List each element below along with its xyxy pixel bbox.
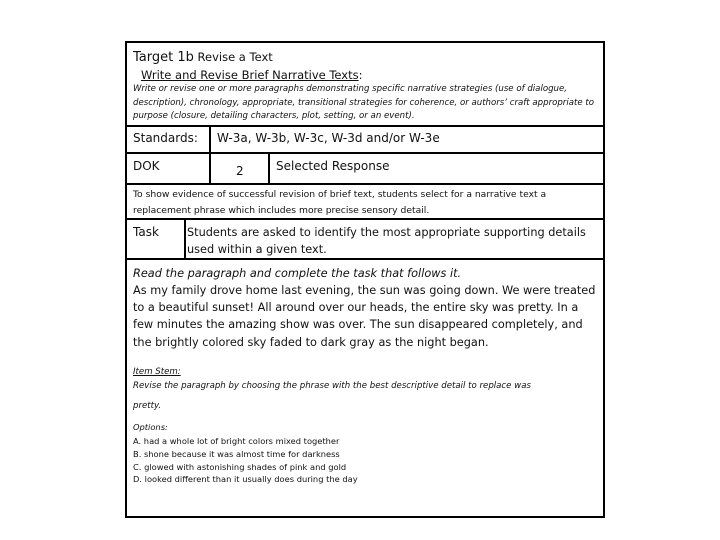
option-b: B. shone because it was almost time for darkness: [133, 448, 340, 459]
task-label: Task: [133, 225, 159, 239]
target-name: Revise a Text: [193, 50, 273, 64]
claim-title: [141, 68, 363, 82]
option-a: A. had a whole lot of bright colors mixed together: [133, 436, 340, 446]
divider-dok-col: [268, 154, 270, 185]
passage-instruction: Read the paragraph and complete the task that follows it.: [133, 267, 462, 280]
options-list: [133, 435, 593, 486]
option-c: C. glowed with astonishing shades of pink and gold: [133, 461, 347, 472]
item-spec-table: [125, 41, 605, 518]
claim-title-text: Write and Revise Brief Narrative Texts: [141, 68, 359, 82]
divider-task: [127, 258, 603, 260]
standards-label: Standards:: [133, 131, 198, 145]
divider-dok: [127, 183, 603, 185]
item-stem-text-cont: pretty.: [133, 401, 162, 411]
task-text: Students are asked to identify the most appropriate supporting details used within a given text.: [187, 226, 586, 256]
dok-label: DOK: [133, 159, 160, 173]
evidence-statement: To show evidence of successful revision of brief text, students select for a narrative text a replacement phrase which includes more precise sensory detail.: [133, 189, 547, 216]
item-stem-text: Revise the paragraph by choosing the phrase with the best descriptive detail to replace was: [133, 381, 531, 391]
dok-item-type: Selected Response: [276, 159, 390, 173]
target-description: Write or revise one or more paragraphs demonstrating specific narrative strategies (use of dialogue, description), chronology, appropriate, transitional strategies for coherence, or authors’ craft appropriate to purpose (closure, detailing characters, plot, setting, or an event).: [133, 84, 595, 121]
options-label: Options:: [133, 422, 168, 432]
divider-evidence: [127, 218, 603, 220]
claim-title-colon: :: [358, 68, 363, 82]
divider-header: [127, 125, 603, 127]
standards-value: W-3a, W-3b, W-3c, W-3d and/or W-3e: [217, 131, 440, 145]
option-d: D. looked different than it usually does during the day: [133, 474, 358, 485]
target-prefix: Target 1b: [133, 50, 194, 65]
divider-standards: [127, 152, 603, 154]
passage-body: As my family drove home last evening, the sun was going down. We were treated to a beautiful sunset! All around over our heads, the entire sky was pretty. In a few minutes the amazing show was over. The sun disappeared completely, and the brightly colored sky faded to dark gray as the night began.: [133, 284, 596, 349]
target-title: [133, 50, 273, 65]
dok-level: 2: [236, 164, 244, 178]
divider-standards-col: [209, 127, 211, 185]
divider-task-col: [184, 220, 186, 258]
item-stem-label: Item Stem:: [133, 367, 181, 377]
